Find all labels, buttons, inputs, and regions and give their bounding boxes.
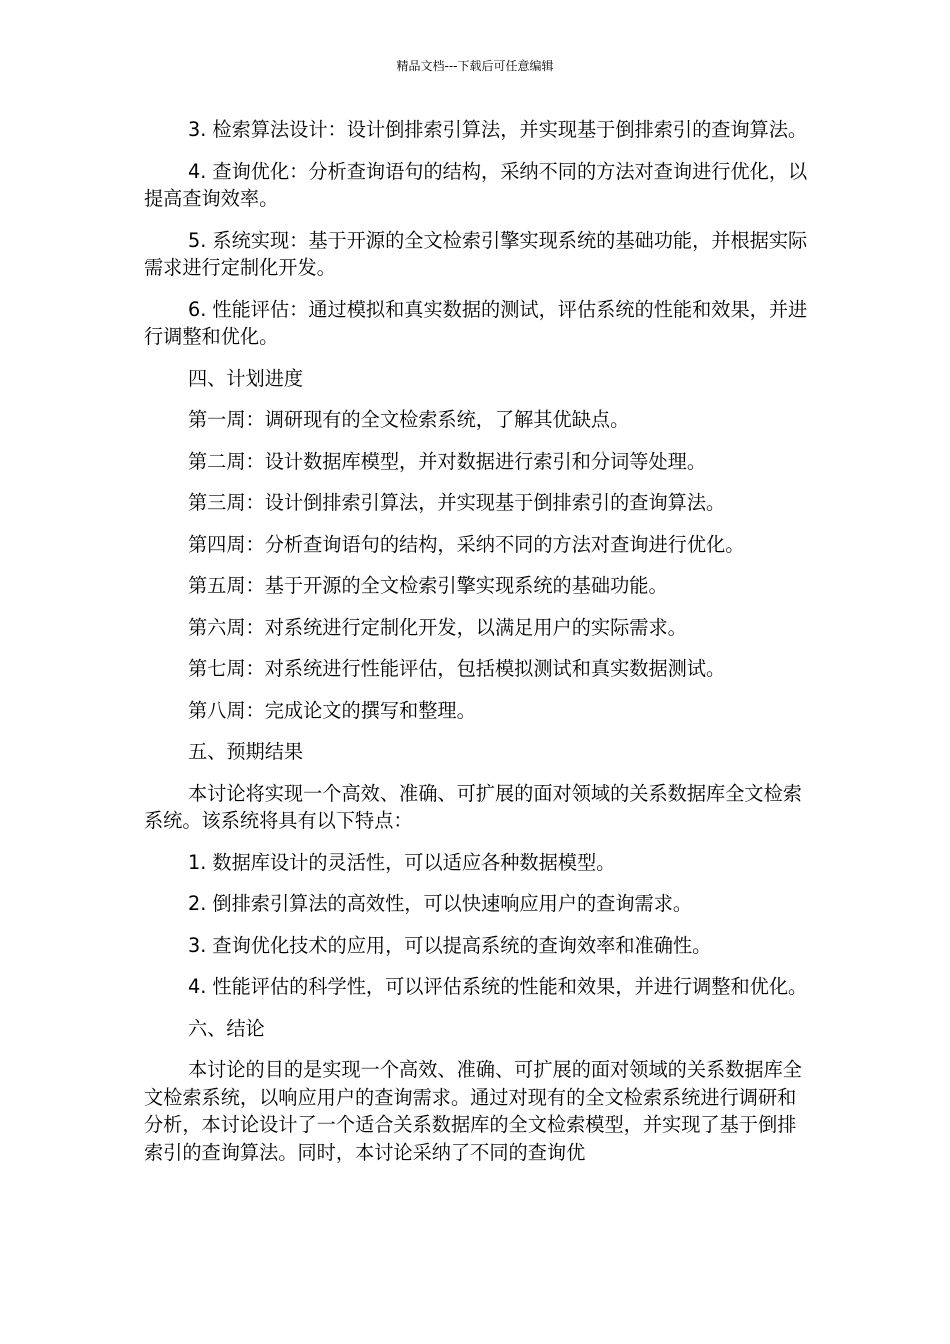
schedule-week-8: 第八周：完成论文的撰写和整理。 [188, 698, 476, 722]
section-heading-expected-results: 五、预期结果 [188, 740, 304, 763]
schedule-week-4: 第四周：分析查询语句的结构，采纳不同的方法对查询进行优化。 [188, 532, 745, 556]
section-heading-conclusion: 六、结论 [188, 1016, 265, 1040]
schedule-week-7: 第七周：对系统进行性能评估，包括模拟测试和真实数据测试。 [188, 657, 726, 680]
paragraph-performance-evaluation: 6. 性能评估：通过模拟和真实数据的测试，评估系统的性能和效果，并进行调整和优化。 [144, 297, 808, 348]
paragraph-system-implementation: 5. 系统实现：基于开源的全文检索引擎实现系统的基础功能，并根据实际需求进行定制化开发。 [144, 228, 808, 279]
paragraph-retrieval-algorithm: 3. 检索算法设计：设计倒排索引算法，并实现基于倒排索引的查询算法。 [188, 118, 808, 141]
feature-item-4: 4. 性能评估的科学性，可以评估系统的性能和效果，并进行调整和优化。 [188, 975, 808, 998]
document-body [144, 116, 808, 1180]
feature-item-2: 2. 倒排索引算法的高效性，可以快速响应用户的查询需求。 [188, 892, 693, 915]
section-heading-schedule: 四、计划进度 [188, 366, 304, 390]
feature-item-3: 3. 查询优化技术的应用，可以提高系统的查询效率和准确性。 [188, 933, 712, 957]
paragraph-expected-results-intro: 本讨论将实现一个高效、准确、可扩展的面对领域的关系数据库全文检索系统。该系统将具有以下特点： [144, 781, 802, 832]
schedule-week-2: 第二周：设计数据库模型，并对数据进行索引和分词等处理。 [188, 449, 707, 473]
paragraph-query-optimization: 4. 查询优化：分析查询语句的结构，采纳不同的方法对查询进行优化，以提高查询效率。 [144, 159, 808, 210]
feature-item-1: 1. 数据库设计的灵活性，可以适应各种数据模型。 [188, 850, 616, 874]
page-header: 精品文档---下载后可任意编辑 [396, 59, 554, 73]
schedule-week-1: 第一周：调研现有的全文检索系统，了解其优缺点。 [188, 408, 630, 431]
schedule-week-6: 第六周：对系统进行定制化开发，以满足用户的实际需求。 [188, 615, 687, 639]
paragraph-conclusion: 本讨论的目的是实现一个高效、准确、可扩展的面对领域的关系数据库全文检索系统，以响应用户的查询需求。通过对现有的全文检索系统进行调研和分析，本讨论设计了一个适合关系数据库的全文检索模型，并实现了基于倒排索引的查询算法。同时，本讨论采纳了不同的查询优 [144, 1058, 802, 1164]
schedule-week-3: 第三周：设计倒排索引算法，并实现基于倒排索引的查询算法。 [188, 491, 726, 514]
schedule-week-5: 第五周：基于开源的全文检索引擎实现系统的基础功能。 [188, 574, 668, 597]
